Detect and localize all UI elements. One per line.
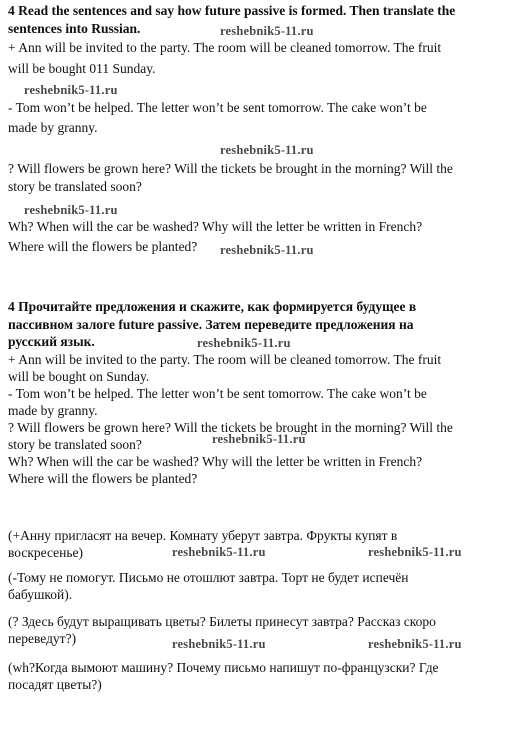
sentence-line: Wh? When will the car be washed? Why will the letter be written in French? bbox=[8, 219, 423, 234]
translation-line: переведут?) bbox=[8, 631, 77, 646]
heading-line: русский язык. bbox=[8, 334, 95, 349]
sentence-line: ? Will flowers be grown here? Will the tickets be brought in the morning? Will the bbox=[8, 420, 453, 435]
sentence-line: + Ann will be invited to the party. The room will be cleaned tomorrow. The fruit bbox=[8, 40, 442, 55]
translation-line: бабушкой). bbox=[8, 587, 73, 602]
heading-line: 4 Прочитайте предложения и скажите, как формируется будущее в bbox=[8, 299, 417, 314]
watermark: reshebnik5-11.ru bbox=[368, 545, 462, 559]
watermark: reshebnik5-11.ru bbox=[172, 545, 266, 559]
translation-line: (+Анну пригласят на вечер. Комнату уберут завтра. Фрукты купят в bbox=[8, 528, 398, 543]
watermark: reshebnik5-11.ru bbox=[212, 432, 306, 446]
heading-line: 4 Read the sentences and say how future passive is formed. Then translate the bbox=[8, 3, 456, 18]
sentence-line: Wh? When will the car be washed? Why will the letter be written in French? bbox=[8, 454, 423, 469]
translation-line: (wh?Когда вымоют машину? Почему письмо напишут по-французски? Где bbox=[8, 660, 439, 675]
sentence-line: will be bought on Sunday. bbox=[8, 369, 150, 384]
heading-line: sentences into Russian. bbox=[8, 21, 141, 36]
watermark: reshebnik5-11.ru bbox=[220, 143, 314, 157]
sentence-line: ? Will flowers be grown here? Will the tickets be brought in the morning? Will the bbox=[8, 161, 453, 176]
sentence-line: story be translated soon? bbox=[8, 179, 142, 194]
watermark: reshebnik5-11.ru bbox=[24, 203, 118, 217]
heading-line: пассивном залоге future passive. Затем переведите предложения на bbox=[8, 317, 414, 332]
sentence-line: Where will the flowers be planted? bbox=[8, 471, 198, 486]
translation-line: (-Тому не помогут. Письмо не отошлют завтра. Торт не будет испечён bbox=[8, 570, 409, 585]
watermark: reshebnik5-11.ru bbox=[220, 243, 314, 257]
sentence-line: will be bought 011 Sunday. bbox=[8, 61, 156, 76]
watermark: reshebnik5-11.ru bbox=[197, 336, 291, 350]
sentence-line: made by granny. bbox=[8, 120, 98, 135]
sentence-line: Where will the flowers be planted? bbox=[8, 239, 198, 254]
watermark: reshebnik5-11.ru bbox=[220, 24, 314, 38]
sentence-line: + Ann will be invited to the party. The room will be cleaned tomorrow. The fruit bbox=[8, 352, 442, 367]
translation-line: (? Здесь будут выращивать цветы? Билеты принесут завтра? Рассказ скоро bbox=[8, 614, 436, 629]
sentence-line: - Tom won’t be helped. The letter won’t be sent tomorrow. The cake won’t be bbox=[8, 386, 427, 401]
sentence-line: story be translated soon? bbox=[8, 437, 142, 452]
watermark: reshebnik5-11.ru bbox=[368, 637, 462, 651]
watermark: reshebnik5-11.ru bbox=[172, 637, 266, 651]
watermark: reshebnik5-11.ru bbox=[24, 83, 118, 97]
translation-line: воскресенье) bbox=[8, 545, 84, 560]
sentence-line: - Tom won’t be helped. The letter won’t be sent tomorrow. The cake won’t be bbox=[8, 100, 427, 115]
translation-line: посадят цветы?) bbox=[8, 677, 102, 692]
sentence-line: made by granny. bbox=[8, 403, 98, 418]
